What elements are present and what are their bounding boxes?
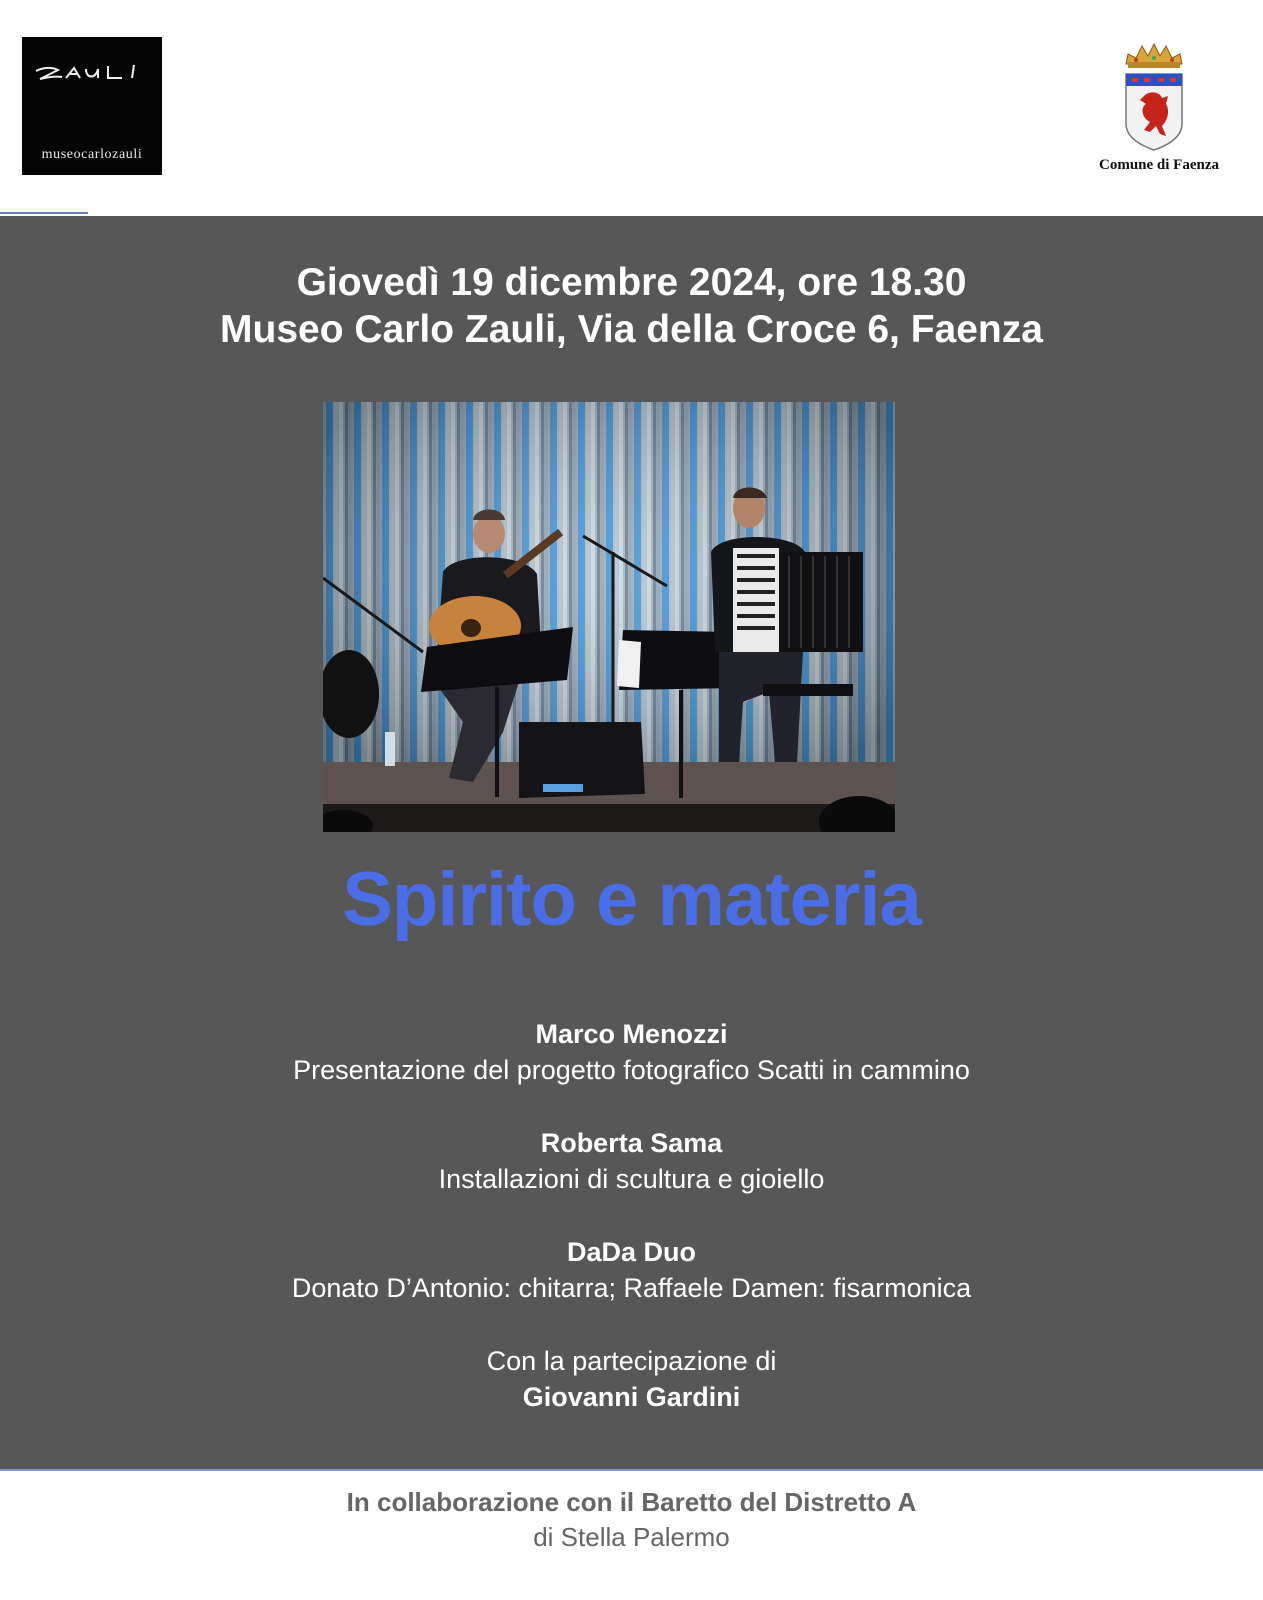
credit-item <box>0 1016 1263 1088</box>
participation-intro: Con la partecipazione di <box>486 1346 777 1376</box>
museo-carlo-zauli-logo <box>22 37 162 175</box>
event-panel <box>0 216 1263 1470</box>
panel-divider <box>0 1469 1263 1471</box>
concert-photo <box>323 402 895 832</box>
comune-di-faenza-emblem <box>1074 36 1244 186</box>
credit-item <box>0 1125 1263 1197</box>
coat-of-arms-icon <box>1122 40 1186 152</box>
credit-description: Installazioni di scultura e gioiello <box>438 1164 825 1194</box>
event-title: Spirito e materia <box>342 857 921 942</box>
collaboration-subtext: di Stella Palermo <box>533 1522 730 1552</box>
credit-description: Donato D’Antonio: chitarra; Raffaele Damen: fisarmonica <box>291 1273 972 1303</box>
zauli-signature-icon <box>30 49 154 89</box>
credit-name: Marco Menozzi <box>535 1019 728 1049</box>
event-date-time: Giovedì 19 dicembre 2024, ore 18.30 <box>296 261 967 304</box>
credit-name: Roberta Sama <box>540 1128 723 1158</box>
credit-description: Presentazione del progetto fotografico Scatti in cammino <box>293 1055 970 1085</box>
credit-item <box>0 1234 1263 1306</box>
participation-block <box>0 1343 1263 1415</box>
comune-label: Comune di Faenza <box>1099 157 1219 173</box>
participation-name: Giovanni Gardini <box>522 1382 741 1412</box>
page-footer <box>0 1472 1263 1600</box>
page-header <box>0 0 1263 215</box>
credits-list <box>0 1016 1263 1452</box>
credit-name: DaDa Duo <box>566 1237 696 1267</box>
header-divider <box>0 212 88 214</box>
museum-logo-text: museocarlozauli <box>41 147 143 162</box>
concert-photo-illustration <box>323 402 895 832</box>
collaboration-text: In collaborazione con il Baretto del Distretto A <box>346 1487 917 1517</box>
event-venue: Museo Carlo Zauli, Via della Croce 6, Faenza <box>220 308 1043 351</box>
